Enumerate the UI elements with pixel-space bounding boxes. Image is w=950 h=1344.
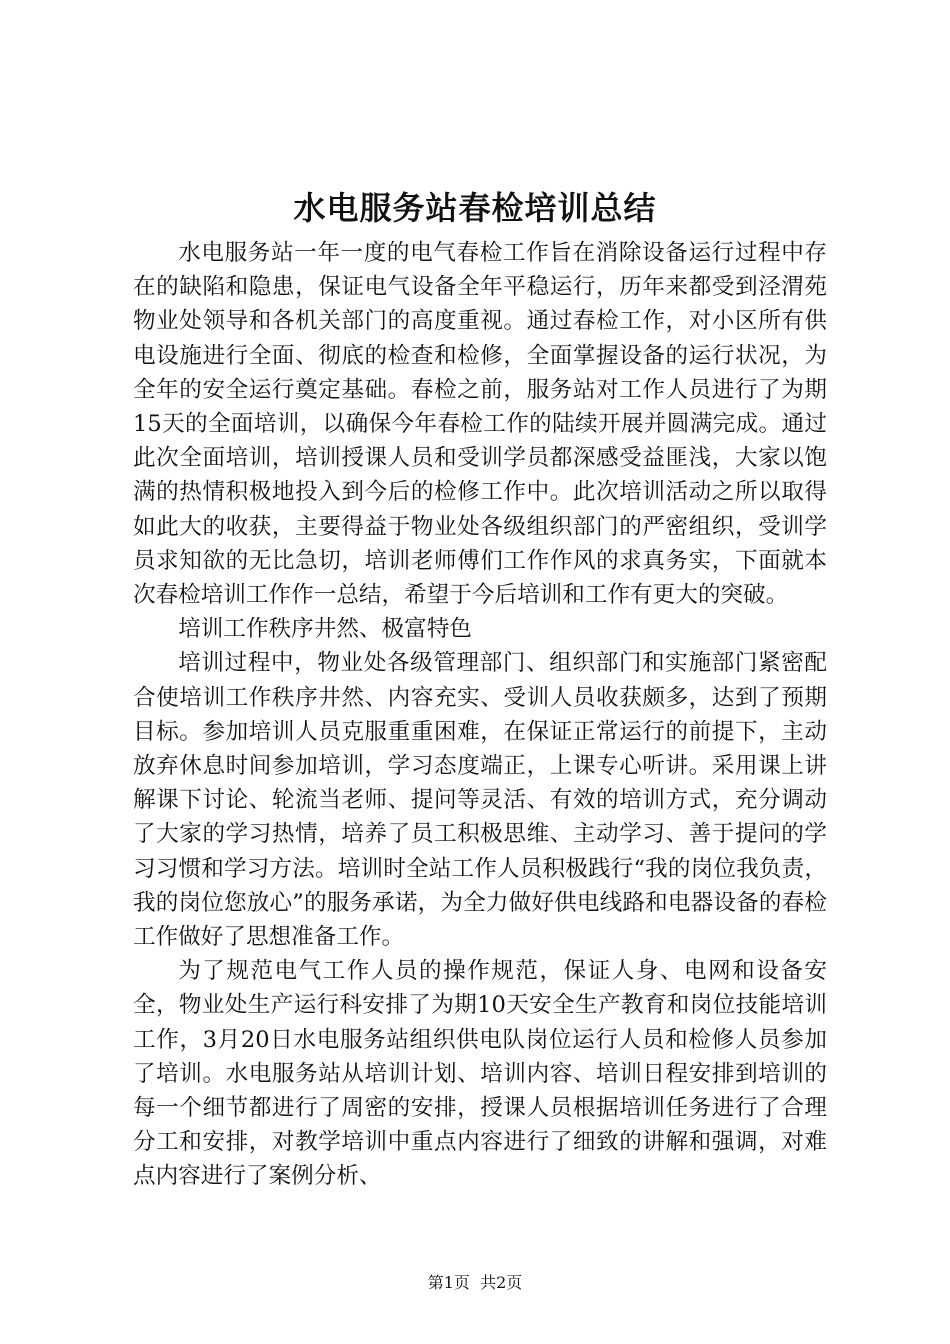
page-footer <box>0 1272 950 1294</box>
paragraph-training-process: 培训过程中，物业处各级管理部门、组织部门和实施部门紧密配合使培训工作秩序井然、内容充实、受训人员收获颇多，达到了预期目标。参加培训人员克服重重困难，在保证正常运行的前提下，主动放弃休息时间参加培训，学习态度端正，上课专心听讲。采用课上讲解课下讨论、轮流当老师、提问等灵活、有效的培训方式，充分调动了大家的学习热情，培养了员工积极思维、主动学习、善于提问的学习习惯和学习方法。培训时全站工作人员积极践行“我的岗位我负责，我的岗位您放心”的服务承诺，为全力做好供电线路和电器设备的春检工作做好了思想准备工作。 <box>133 650 827 951</box>
page-number: 第1页 共2页 <box>427 1273 523 1292</box>
document-body <box>133 236 827 1194</box>
paragraph-safety-training: 为了规范电气工作人员的操作规范，保证人身、电网和设备安全，物业处生产运行科安排了为期10天安全生产教育和岗位技能培训工作，3月20日水电服务站组织供电队岗位运行人员和检修人员参加了培训。水电服务站从培训计划、培训内容、培训日程安排到培训的每一个细节都进行了周密的安排，授课人员根据培训任务进行了合理分工和安排，对教学培训中重点内容进行了细致的讲解和强调，对难点内容进行了案例分析、 <box>133 958 827 1190</box>
paragraph-intro: 水电服务站一年一度的电气春检工作旨在消除设备运行过程中存在的缺陷和隐患，保证电气设备全年平稳运行，历年来都受到泾渭苑物业处领导和各机关部门的高度重视。通过春检工作，对小区所有供电设施进行全面、彻底的检查和检修，全面掌握设备的运行状况，为全年的安全运行奠定基础。春检之前，服务站对工作人员进行了为期15天的全面培训，以确保今年春检工作的陆续开展并圆满完成。通过此次全面培训，培训授课人员和受训学员都深感受益匪浅，大家以饱满的热情积极地投入到今后的检修工作中。此次培训活动之所以取得如此大的收获，主要得益于物业处各级组织部门的严密组织，受训学员求知欲的无比急切，培训老师傅们工作作风的求真务实，下面就本次春检培训工作作一总结，希望于今后培训和工作有更大的突破。 <box>133 240 827 609</box>
section-heading: 培训工作秩序井然、极富特色 <box>178 616 472 643</box>
document-title: 水电服务站春检培训总结 <box>293 189 657 227</box>
